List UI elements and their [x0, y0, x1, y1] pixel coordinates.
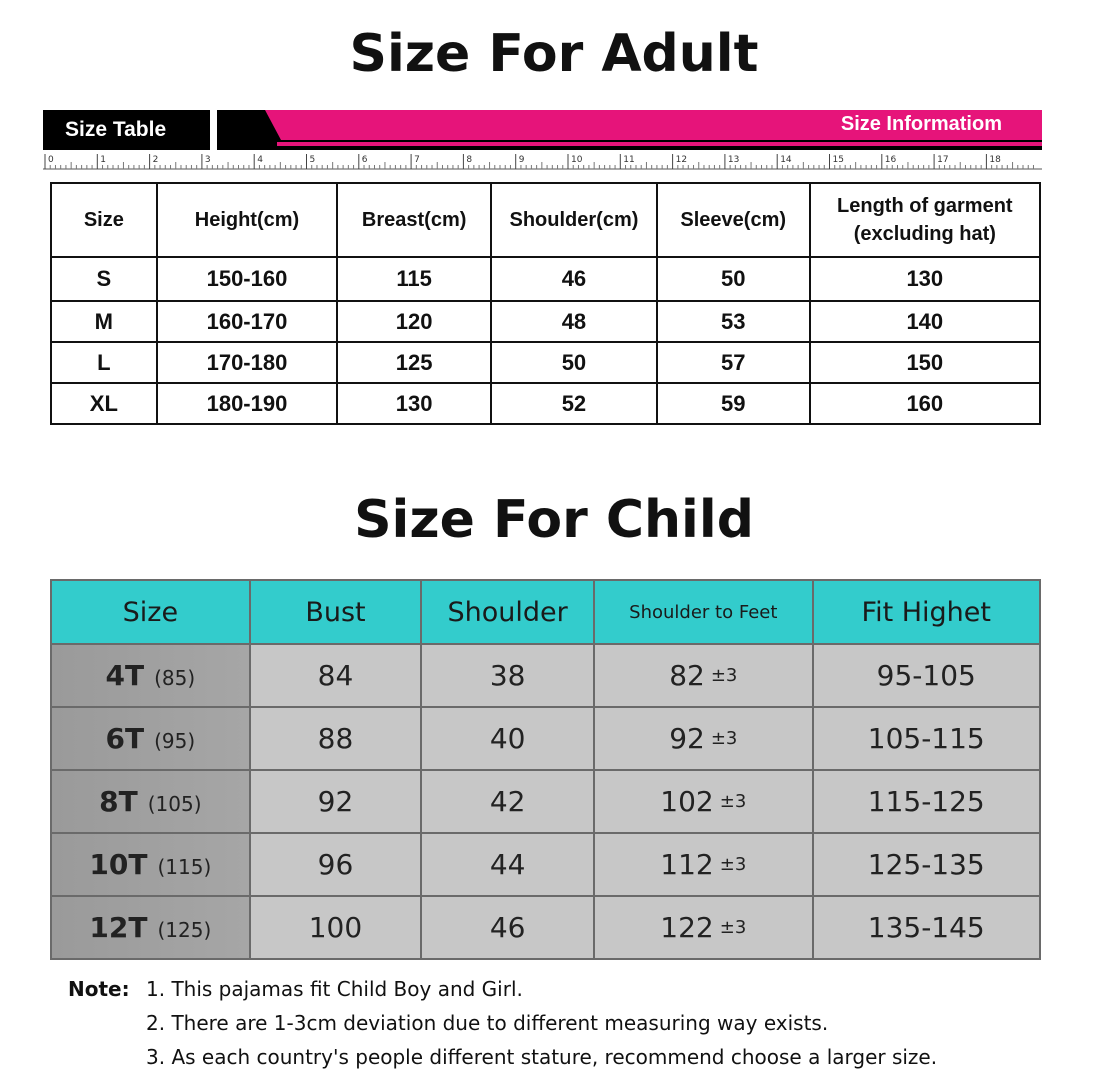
child-fit-cell: 115-125 [813, 770, 1040, 833]
table-row [51, 707, 1040, 770]
child-fit-cell: 125-135 [813, 833, 1040, 896]
child-size-cell [51, 896, 250, 959]
table-cell: L [51, 342, 157, 383]
table-cell: 59 [657, 383, 810, 424]
child-feet-cell [594, 644, 812, 707]
table-cell: 130 [337, 383, 491, 424]
table-cell: 180-190 [157, 383, 338, 424]
child-bust-cell: 84 [250, 644, 422, 707]
note-item: 2. There are 1-3cm deviation due to different measuring way exists. [146, 1011, 829, 1035]
child-fit-cell: 135-145 [813, 896, 1040, 959]
ruler-tick-label: 2 [152, 155, 159, 165]
ruler-tick-label: 7 [414, 155, 420, 165]
child-header-shoulder-to-feet: Shoulder to Feet [594, 580, 812, 644]
table-row [51, 257, 1040, 301]
child-feet-cell [594, 833, 812, 896]
child-feet-value: 122 [660, 911, 714, 944]
table-cell: 120 [337, 301, 491, 342]
child-bust-cell: 96 [250, 833, 422, 896]
ruler-tick-label: 6 [361, 155, 368, 165]
table-cell: 160 [810, 383, 1040, 424]
note-line [68, 974, 937, 1008]
ruler-tick-label: 11 [623, 155, 635, 165]
child-feet-tolerance: ±3 [719, 791, 747, 812]
table-cell: 160-170 [157, 301, 338, 342]
child-size-sub: (85) [154, 666, 196, 690]
ruler-tick-label: 4 [257, 155, 263, 165]
table-row [51, 342, 1040, 383]
adult-header-breast: Breast(cm) [337, 183, 491, 257]
table-cell: 53 [657, 301, 810, 342]
child-size-sub: (125) [157, 918, 212, 942]
adult-size-table [50, 182, 1041, 425]
child-feet-value: 92 [669, 722, 705, 755]
child-size-sub: (105) [147, 792, 202, 816]
adult-header-row [51, 183, 1040, 257]
child-shoulder-cell: 38 [421, 644, 594, 707]
child-bust-cell: 88 [250, 707, 422, 770]
table-cell: 50 [657, 257, 810, 301]
size-info-band [43, 108, 1042, 172]
child-shoulder-cell: 44 [421, 833, 594, 896]
table-cell: 57 [657, 342, 810, 383]
table-cell: 140 [810, 301, 1040, 342]
ruler-tick-label: 13 [727, 155, 740, 165]
ruler-tick-label: 16 [884, 155, 897, 165]
ruler-tick-label: 0 [48, 155, 54, 165]
child-feet-value: 82 [669, 659, 705, 692]
child-feet-cell [594, 707, 812, 770]
child-bust-cell: 92 [250, 770, 422, 833]
adult-header-shoulder: Shoulder(cm) [491, 183, 657, 257]
child-fit-cell: 95-105 [813, 644, 1040, 707]
table-cell: 150-160 [157, 257, 338, 301]
child-size-label: 10T [89, 848, 148, 881]
table-row [51, 301, 1040, 342]
ruler-tick-label: 8 [466, 155, 473, 165]
child-size-table [50, 579, 1041, 960]
child-shoulder-cell: 42 [421, 770, 594, 833]
table-cell: 130 [810, 257, 1040, 301]
note-line [68, 1008, 937, 1042]
table-cell: 52 [491, 383, 657, 424]
child-size-sub: (115) [157, 855, 212, 879]
child-shoulder-cell: 40 [421, 707, 594, 770]
size-table-tag: Size Table [43, 110, 210, 150]
notes-section [68, 974, 937, 1076]
child-fit-cell: 105-115 [813, 707, 1040, 770]
adult-header-length: Length of garment (excluding hat) [810, 183, 1040, 257]
table-cell: 46 [491, 257, 657, 301]
child-size-label: 12T [89, 911, 148, 944]
table-row [51, 896, 1040, 959]
adult-header-sleeve: Sleeve(cm) [657, 183, 810, 257]
table-cell: 125 [337, 342, 491, 383]
child-header-size: Size [51, 580, 250, 644]
adult-header-size: Size [51, 183, 157, 257]
note-item: 3. As each country's people different stature, recommend choose a larger size. [146, 1045, 938, 1069]
child-header-fit-height: Fit Highet [813, 580, 1040, 644]
table-row [51, 770, 1040, 833]
ruler-graphic [43, 152, 1042, 170]
table-cell: 115 [337, 257, 491, 301]
child-header-shoulder: Shoulder [421, 580, 594, 644]
child-feet-tolerance: ±3 [710, 728, 738, 749]
adult-size-title: Size For Adult [349, 24, 759, 84]
child-size-label: 6T [105, 722, 145, 755]
child-header-bust: Bust [250, 580, 422, 644]
child-size-cell [51, 707, 250, 770]
table-row [51, 644, 1040, 707]
table-row [51, 833, 1040, 896]
ruler-tick-label: 5 [309, 155, 316, 165]
child-size-cell [51, 833, 250, 896]
ruler-tick-label: 17 [937, 155, 949, 165]
table-cell: 48 [491, 301, 657, 342]
child-feet-value: 102 [660, 785, 714, 818]
child-bust-cell: 100 [250, 896, 422, 959]
child-feet-cell [594, 770, 812, 833]
ruler-tick-label: 3 [204, 155, 211, 165]
table-cell: XL [51, 383, 157, 424]
ruler-tick-label: 18 [989, 155, 1001, 165]
child-size-cell [51, 770, 250, 833]
ruler-tick-label: 9 [518, 155, 525, 165]
note-line [68, 1042, 937, 1076]
child-size-label: 4T [105, 659, 145, 692]
child-size-label: 8T [99, 785, 138, 818]
table-row [51, 383, 1040, 424]
adult-header-height: Height(cm) [157, 183, 338, 257]
child-size-title: Size For Child [354, 490, 754, 550]
ruler-tick-label: 10 [571, 155, 583, 165]
table-cell: M [51, 301, 157, 342]
note-item: 1. This pajamas fit Child Boy and Girl. [146, 977, 523, 1001]
size-info-bar [217, 110, 1042, 150]
child-feet-tolerance: ±3 [719, 854, 747, 875]
ruler-tick-label: 14 [780, 155, 792, 165]
ruler-tick-label: 15 [832, 155, 844, 165]
table-cell: 150 [810, 342, 1040, 383]
child-size-sub: (95) [154, 729, 196, 753]
table-cell: 50 [491, 342, 657, 383]
child-header-row [51, 580, 1040, 644]
child-feet-tolerance: ±3 [710, 665, 738, 686]
child-shoulder-cell: 46 [421, 896, 594, 959]
table-cell: S [51, 257, 157, 301]
ruler-tick-label: 1 [100, 155, 107, 165]
table-cell: 170-180 [157, 342, 338, 383]
note-label: Note: [68, 977, 130, 1001]
child-feet-tolerance: ±3 [719, 917, 747, 938]
child-feet-value: 112 [660, 848, 714, 881]
child-size-cell [51, 644, 250, 707]
ruler-tick-label: 12 [675, 155, 688, 165]
size-info-label: Size Informatiom [840, 113, 1002, 135]
child-feet-cell [594, 896, 812, 959]
